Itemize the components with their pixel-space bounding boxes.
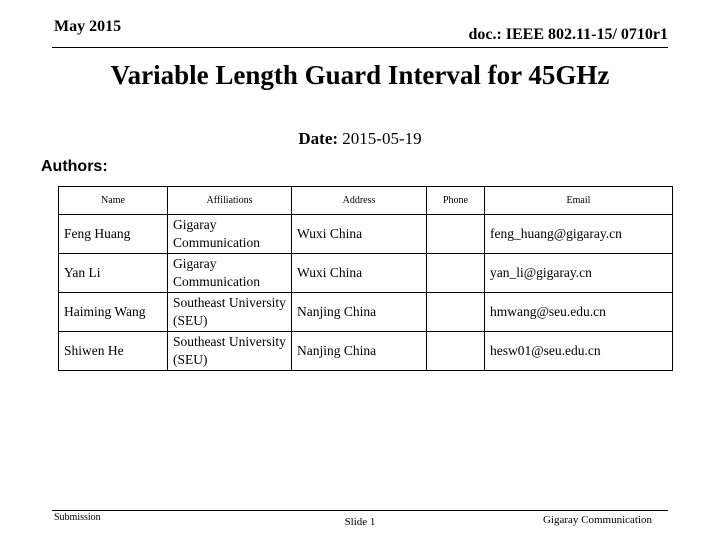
column-header-address: Address bbox=[292, 187, 427, 215]
author-phone bbox=[427, 215, 485, 254]
header-date: May 2015 bbox=[54, 18, 122, 35]
table-row bbox=[59, 293, 673, 332]
date-value: 2015-05-19 bbox=[342, 129, 422, 148]
author-name: Shiwen He bbox=[59, 332, 168, 371]
footer-submission: Submission bbox=[54, 512, 101, 523]
date-label: Date: bbox=[298, 129, 339, 148]
table-row bbox=[59, 254, 673, 293]
column-header-name: Name bbox=[59, 187, 168, 215]
author-phone bbox=[427, 254, 485, 293]
author-name: Yan Li bbox=[59, 254, 168, 293]
authors-heading: Authors: bbox=[41, 158, 108, 175]
table-header-row bbox=[59, 187, 673, 215]
author-address: Nanjing China bbox=[292, 332, 427, 371]
column-header-phone: Phone bbox=[427, 187, 485, 215]
author-affiliation: Southeast University (SEU) bbox=[168, 293, 292, 332]
header-doc-id: doc.: IEEE 802.11-15/ 0710r1 bbox=[468, 26, 668, 43]
author-name: Feng Huang bbox=[59, 215, 168, 254]
table-row bbox=[59, 332, 673, 371]
author-address: Wuxi China bbox=[292, 215, 427, 254]
author-email: feng_huang@gigaray.cn bbox=[485, 215, 673, 254]
authors-table bbox=[58, 186, 673, 371]
author-affiliation: Gigaray Communication bbox=[168, 215, 292, 254]
footer-organization: Gigaray Communication bbox=[542, 514, 652, 526]
slide-title: Variable Length Guard Interval for 45GHz bbox=[110, 60, 610, 90]
slide-number: Slide 1 bbox=[344, 516, 376, 528]
author-phone bbox=[427, 293, 485, 332]
author-phone bbox=[427, 332, 485, 371]
author-affiliation: Southeast University (SEU) bbox=[168, 332, 292, 371]
author-email: yan_li@gigaray.cn bbox=[485, 254, 673, 293]
header-divider bbox=[52, 47, 668, 48]
date-line bbox=[0, 129, 720, 149]
author-email: hmwang@seu.edu.cn bbox=[485, 293, 673, 332]
author-affiliation: Gigaray Communication bbox=[168, 254, 292, 293]
author-name: Haiming Wang bbox=[59, 293, 168, 332]
author-email: hesw01@seu.edu.cn bbox=[485, 332, 673, 371]
footer-divider bbox=[52, 510, 668, 511]
author-address: Nanjing China bbox=[292, 293, 427, 332]
column-header-email: Email bbox=[485, 187, 673, 215]
table-row bbox=[59, 215, 673, 254]
author-address: Wuxi China bbox=[292, 254, 427, 293]
column-header-affiliations: Affiliations bbox=[168, 187, 292, 215]
